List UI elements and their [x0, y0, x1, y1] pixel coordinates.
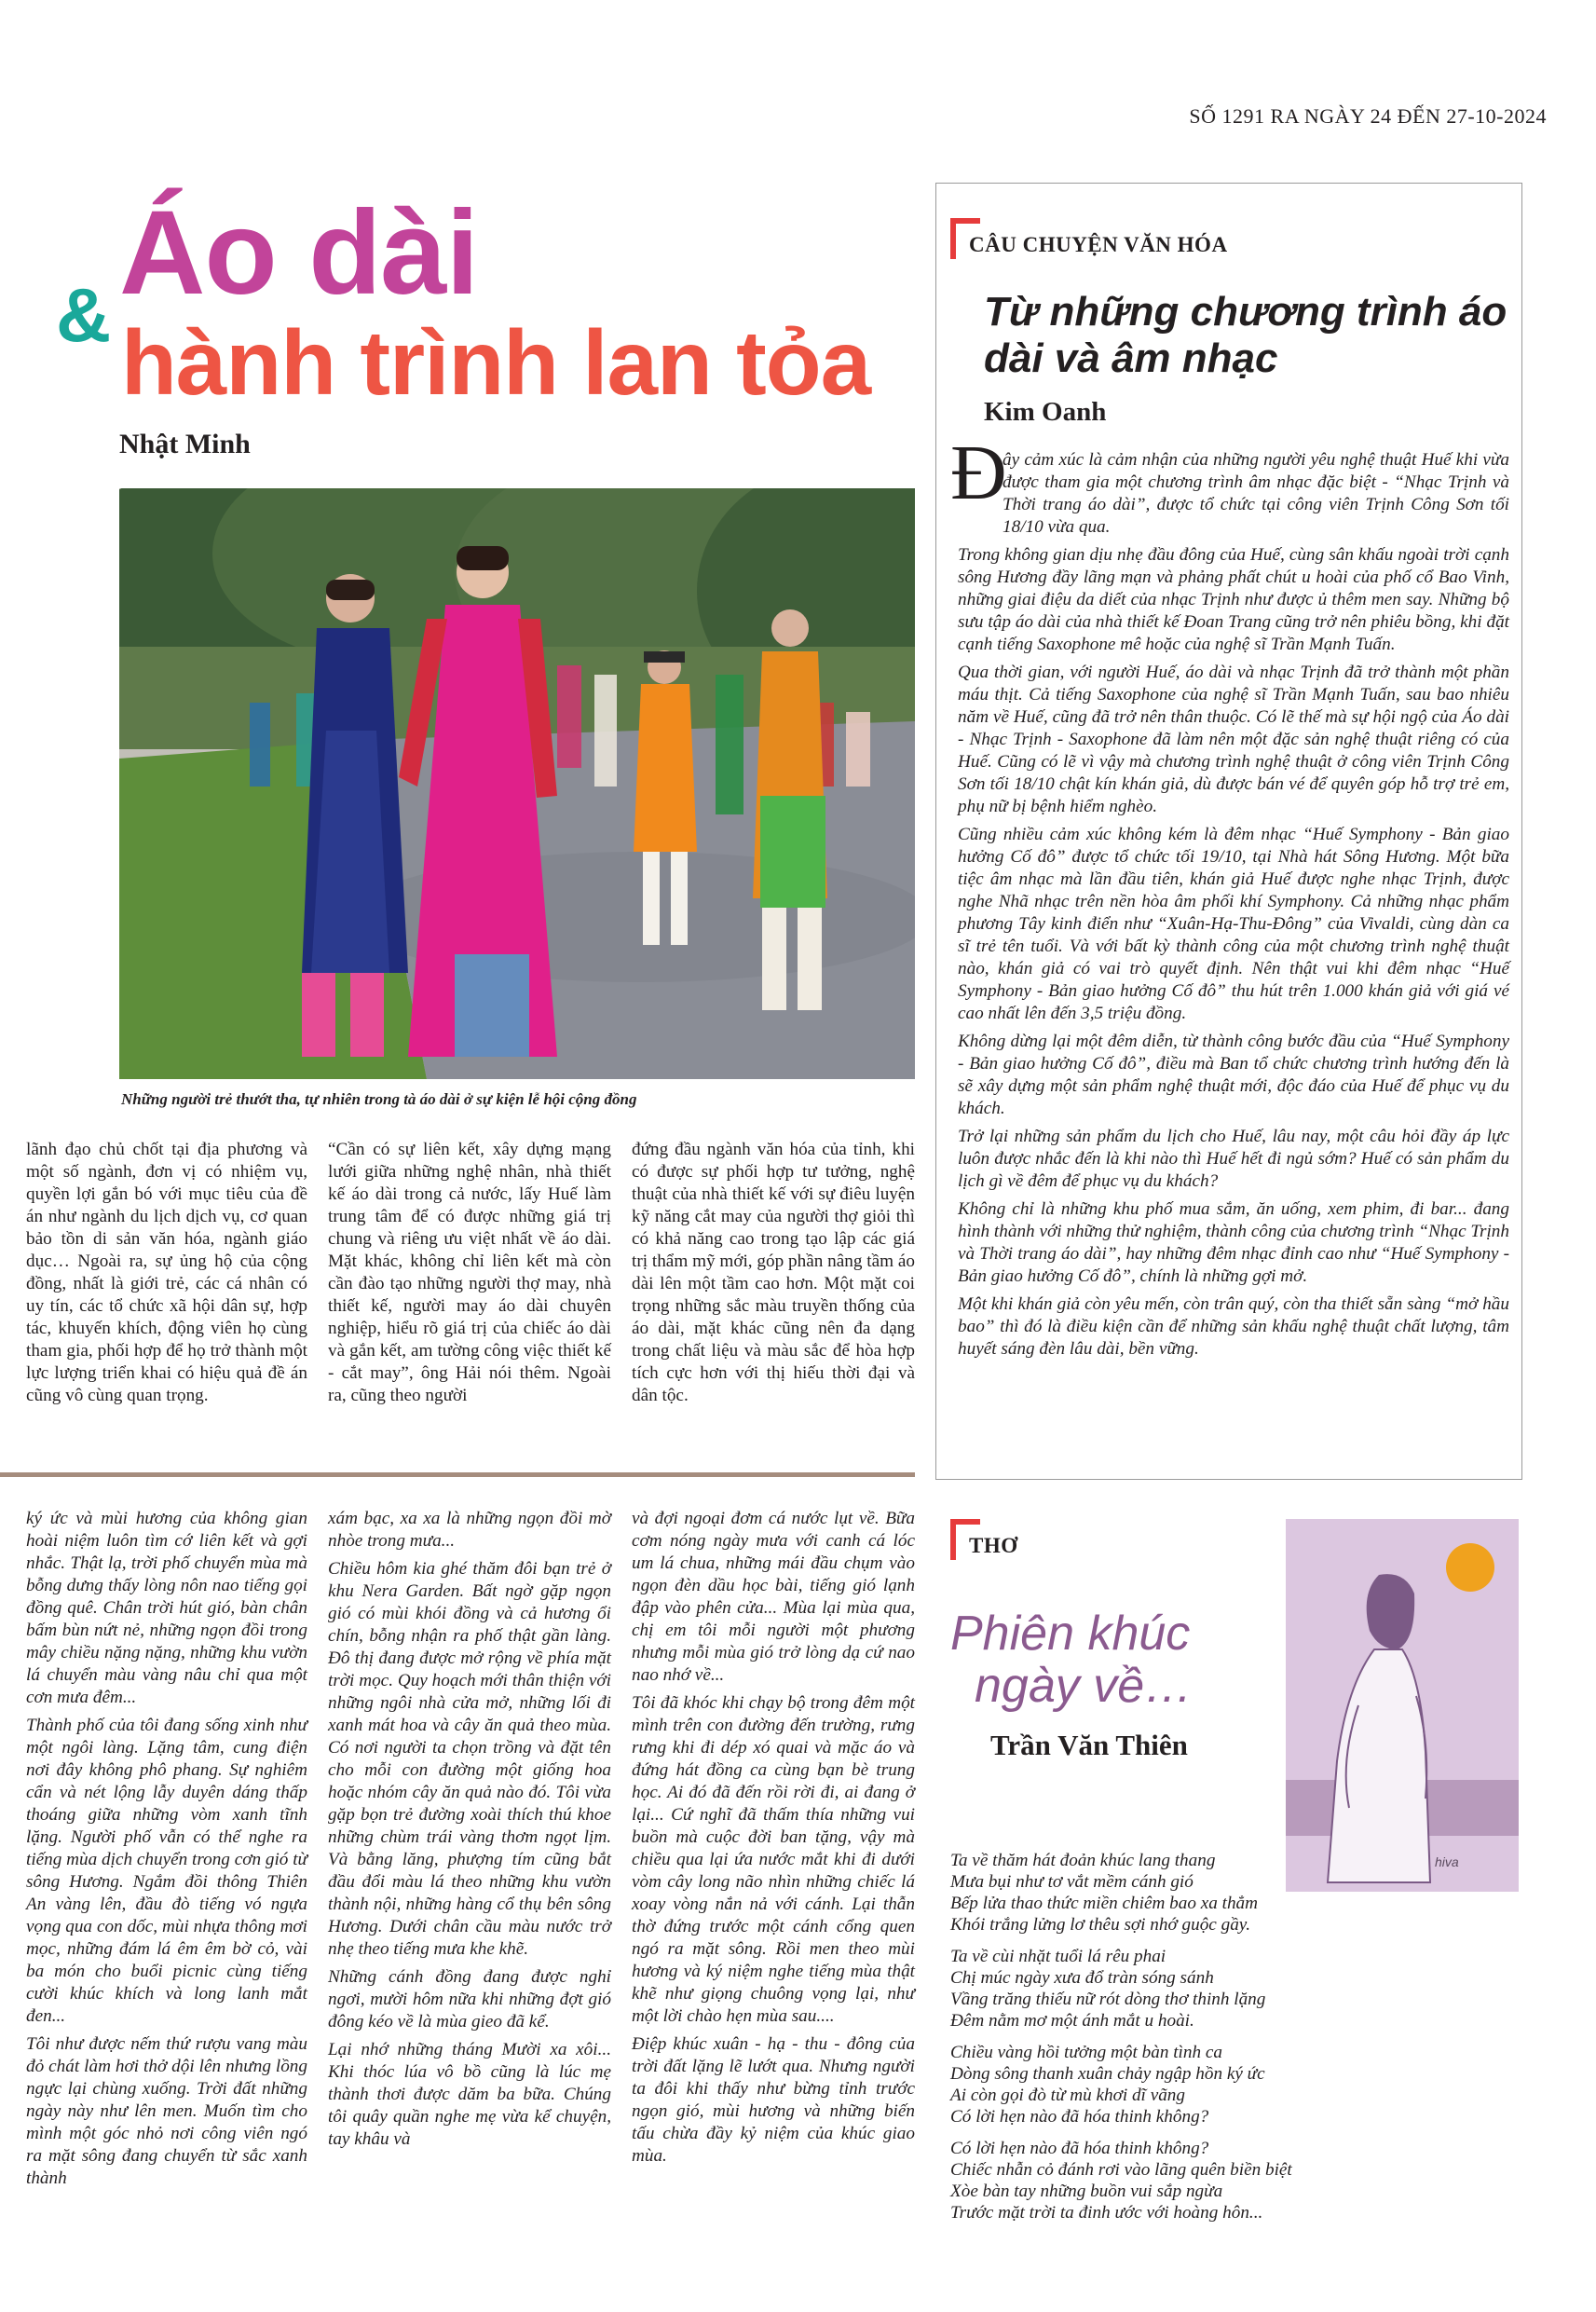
- main-column-2: [328, 1139, 611, 1413]
- section-label-culture: CÂU CHUYỆN VĂN HÓA: [969, 233, 1228, 256]
- poem-author: Trần Văn Thiên: [990, 1729, 1188, 1761]
- essay-paragraph: xám bạc, xa xa là những ngọn đồi mờ nhòe trong mưa...: [328, 1509, 611, 1551]
- essay-paragraph: Tôi đã khóc khi chạy bộ trong đêm một mình trên con đường đến trường, rưng rưng khi đi dép xó quai và mặc áo và đứng hát đồng ca cùng bạn bè trung học. Ai đó đã đến rồi rời đi, ai đang ở lại... Cứ nghĩ đã thấm thía những vui buồn mà cuộc đời ban tặng, vậy mà chiều qua lại ứa nước mắt khi đi dưới vòm cây long não nhìn những chiếc lá xoay vòng nắn nả với cánh. Lại thẫn thờ đứng trước một cánh cổng quen ngó ra mặt sông. Rồi men theo mùi hương và ký niệm nghe tiếng mùa thật khẽ như giọng chuông vọng lại, như một lời chào hẹn mùa sau....: [632, 1693, 915, 2026]
- byline: Nhật Minh: [119, 429, 251, 459]
- section-label-poem: THƠ: [969, 1534, 1018, 1557]
- sidebar-paragraph: Một khi khán giả còn yêu mến, còn trân quý, còn tha thiết sẵn sàng “mở hầu bao” thì đó là điều kiện cần để những sản khấu nghệ thuật chất lượng, tâm huyết sáng đèn lâu dài, bền vững.: [958, 1294, 1509, 1359]
- photo-caption: Những người trẻ thướt tha, tự nhiên trong tà áo dài ở sự kiện lễ hội cộng đồng: [121, 1090, 637, 1108]
- poem-line: Đêm nằm mơ một ánh mắt u hoài.: [950, 2011, 1194, 2031]
- sidebar-title: Từ những chương trình áo dài và âm nhạc: [984, 289, 1507, 381]
- poem-title-line2: ngày về…: [975, 1659, 1194, 1713]
- essay-paragraph: Những cánh đồng đang được nghỉ ngơi, mười hôm nữa khi những đợt gió đông kéo về là mùa gieo đã kể.: [328, 1967, 611, 2032]
- poem-line: Chị múc ngày xưa đổ tràn sóng sánh: [950, 1968, 1214, 1988]
- main-paragraph: “Cần có sự liên kết, xây dựng mạng lưới giữa những nghệ nhân, nhà thiết kế áo dài trong cả nước, lấy Huế làm trung tâm để có được những giá trị chung và riêng ưu việt nhất về áo dài. Mặt khác, không chỉ liên kết mà còn cần đào tạo những người thợ may, nhà thiết kế, người may áo dài chuyên nghiệp, hiểu rõ giá trị của chiếc áo dài và gắn kết, am tường công việc thiết kế - cắt may”, ông Hải nói thêm. Ngoài ra, cũng theo người: [328, 1140, 611, 1405]
- sidebar-lead: [1003, 449, 1509, 544]
- sidebar-paragraph: Trở lại những sản phẩm du lịch cho Huế, lâu nay, một câu hỏi đầy áp lực luôn được nhắc đến là khi nào thì Huế hết đi ngủ sớm? Huế có sản phẩm du lịch gì về đêm để phục vụ du khách?: [958, 1127, 1509, 1191]
- headline-line2: hành trình lan tỏa: [121, 311, 871, 414]
- poem-line: Ta về thăm hát đoản khúc lang thang: [950, 1851, 1216, 1870]
- poem-line: Vầng trăng thiếu nữ rót dòng thơ thinh lặng: [950, 1990, 1266, 2009]
- poem-line: Khói trắng lửng lơ thêu sợi nhớ guộc gầy.: [950, 1915, 1251, 1935]
- lower-column-3: [632, 1508, 915, 2173]
- poem-title-line1: Phiên khúc: [950, 1607, 1191, 1661]
- poem-title: [950, 1607, 1258, 1712]
- poem-illustration: [1286, 1519, 1519, 1892]
- sidebar-paragraph: Trong không gian dịu nhẹ đầu đông của Huế, cùng sân khấu ngoài trời cạnh sông Hương đầy lãng mạn và phảng phất chút u hoài của phố cổ Bao Vinh, những giai điệu da diết của nhạc Trịnh như được ủ thêm men say. Những bộ sưu tập áo dài của nhà thiết kế Đoan Trang cũng trở nên phiêu bồng, khi đặt cạnh tiếng Saxophone mê hoặc của nghệ sĩ Trần Mạnh Tuấn.: [958, 545, 1509, 654]
- poem-stanza: [950, 1850, 1416, 1936]
- essay-paragraph: ký ức và mùi hương của không gian hoài niệm luôn tìm cớ liên kết và gợi nhắc. Thật lạ, trời phố chuyển mùa mà bỗng dưng thấy lòng nôn nao tiếng gọi đồng quê. Chân trời hút gió, bàn chân bấm bùn nứt nẻ, những ngọn đồi trong mây chiều nặng nặng, những khu vườn lá chuyển màu vàng nâu chỉ qua một cơn mưa đêm...: [26, 1509, 307, 1707]
- main-paragraph: lãnh đạo chủ chốt tại địa phương và một số ngành, đơn vị có nhiệm vụ, quyền lợi gắn bó với mục tiêu của đề án như ngành du lịch dịch vụ, cơ quan bảo tồn di sản văn hóa, ngành giáo dục… Ngoài ra, sự ủng hộ của cộng đồng, nhất là giới trẻ, các cá nhân có uy tín, các tổ chức xã hội dân sự, hợp tác, khuyến khích, động viên họ cùng tham gia, phối hợp để họ trở thành một lực lượng triển khai có hiệu quả đề án cũng vô cùng quan trọng.: [26, 1140, 307, 1405]
- headline-ampersand: &: [56, 273, 112, 358]
- essay-paragraph: Thành phố của tôi đang sống xinh như một ngôi làng. Lặng tâm, cung điện nơi đây không phô phang. Sự nghiêm cẩn và nét lộng lẫy duyên dáng thấp thoáng giữa những vòm xanh tĩnh lặng. Người phố vẫn có thể nghe ra tiếng mùa dịch chuyển trong cơn gió từ sông Hương. Ngắm đồi thông Thiên An vàng lên, đầu đò tiếng vó ngựa vọng qua con dốc, mùi nhựa thông mơi mọc, những đám lá êm êm bờ cỏ, vài ba món cho buổi picnic cùng tiếng cười khúc khích và long lanh mắt đen...: [26, 1716, 307, 2026]
- poem-line: Chiều vàng hồi tưởng một bàn tình ca: [950, 2043, 1222, 2062]
- dropcap: Đ: [950, 430, 1007, 516]
- sidebar-paragraph: Qua thời gian, với người Huế, áo dài và nhạc Trịnh đã trở thành một phần máu thịt. Cả tiếng Saxophone của nghệ sĩ Trần Mạnh Tuấn, sau bao nhiêu năm về Huế, cũng đã trở nên thân thuộc. Có lẽ thế mà sự hội ngộ của Áo dài - Nhạc Trịnh - Saxophone đã làm nên một đặc sản nghệ thuật riêng có của Huế. Cũng có lẽ vì vậy mà chương trình nghệ thuật ở công viên Trịnh Công Sơn tối 18/10 chật kín khán giả, dù được bán vé để quyên góp hỗ trợ trẻ em, phụ nữ bị bệnh hiểm nghèo.: [958, 663, 1509, 816]
- poem-line: Trước mặt trời ta đinh ước với hoàng hôn...: [950, 2203, 1263, 2223]
- section-divider: [0, 1472, 915, 1477]
- poem-stanza: [950, 2138, 1416, 2223]
- essay-paragraph: Lại nhớ những tháng Mười xa xôi... Khi thóc lúa vô bồ cũng là lúc mẹ thành thơi được dăm ba bữa. Chúng tôi quây quần nghe mẹ vừa kể chuyện, tay khâu và: [328, 2040, 611, 2149]
- sidebar-author: Kim Oanh: [984, 397, 1107, 427]
- issue-date: SỐ 1291 RA NGÀY 24 ĐẾN 27-10-2024: [1189, 104, 1547, 128]
- poem-stanza: [950, 2042, 1416, 2127]
- poem-line: Mưa bụi như tơ vắt mềm cánh gió: [950, 1872, 1194, 1892]
- sidebar-body: [958, 544, 1509, 1366]
- main-column-3: [632, 1139, 915, 1413]
- poem-line: Có lời hẹn nào đã hóa thinh không?: [950, 2139, 1209, 2158]
- lower-column-1: [26, 1508, 307, 2196]
- sidebar-paragraph: Không chỉ là những khu phố mua sắm, ăn uống, xem phim, đi bar... đang hình thành với những thử nghiệm, thành công của chương trình “Nhạc Trịnh và Thời trang áo dài”, hay những đêm nhạc đỉnh cao như “Huế Symphony - Bản giao hưởng Cố đô”, chính là những gợi mở.: [958, 1199, 1509, 1286]
- main-column-1: [26, 1139, 307, 1413]
- poem-line: Ta về cùi nhặt tuổi lá rêu phai: [950, 1947, 1166, 1966]
- essay-paragraph: Chiều hôm kia ghé thăm đôi bạn trẻ ở khu Nera Garden. Bất ngờ gặp ngọn gió có mùi khói đồng và cả hương ổi chín, bỗng nhận ra phố thật gần làng. Đô thị đang được mở rộng về phía mặt trời mọc. Quy hoạch mới thân thiện với những ngôi nhà cửa mở, những lối đi xanh mát hoa và cây ăn quả theo mùa. Có nơi người ta chọn trồng và đặt tên cho mỗi con đường một giống hoa hoặc nhóm cây ăn quả nào đó. Tôi vừa gặp bọn trẻ đường xoài thích thú khoe những chùm trái vàng thơm ngọt lịm. Và bằng lăng, phượng tím cũng bắt đầu đổi màu lá theo những khu vườn thành nội, những hàng cổ thụ bên sông Hương. Dưới chân cầu màu nước trở nhẹ theo tiếng mưa khe khẽ.: [328, 1559, 611, 1959]
- essay-paragraph: Điệp khúc xuân - hạ - thu - đông của trời đất lặng lẽ lướt qua. Nhưng người ta đôi khi thấy như bừng tỉnh trước ngọn gió, mùi hương và những biến tấu chừa đầy kỷ niệm của khúc giao mùa.: [632, 2034, 915, 2166]
- essay-paragraph: và đợi ngoại đơm cá nước lụt về. Bữa cơm nóng ngày mưa với canh cá lóc um lá chua, những mái đầu chụm vào ngọn đèn dầu học bài, tiếng gió lạnh đập vào phên cửa... Mùa lại mùa qua, chị em tôi mỗi người một phương nhưng mỗi mùa gió trở lòng dạ cứ nao nao nhớ về...: [632, 1509, 915, 1685]
- poem-line: Dòng sông thanh xuân chảy ngập hồn ký ức: [950, 2064, 1265, 2084]
- poem-line: Chiếc nhẫn cỏ đánh rơi vào lãng quên biền biệt: [950, 2160, 1292, 2180]
- poem-body: [950, 1850, 1416, 2234]
- sidebar-paragraph: Không dừng lại một đêm diễn, từ thành công bước đầu của “Huế Symphony - Bản giao hưởng Cố đô”, điều mà Ban tổ chức chương trình hướng đến là sẽ xây dựng một sản phẩm nghệ thuật mới, độc đáo của Huế để phục vụ du khách.: [958, 1032, 1509, 1118]
- essay-paragraph: Tôi như được nếm thứ rượu vang màu đỏ chát làm hơi thở dội lên nhưng lồng ngực lại chùng xuống. Trời đất những ngày này như lên men. Muốn tìm cho mình một góc nhỏ nơi công viên ngó ra mặt sông đang chuyển từ sắc xanh thành: [26, 2034, 307, 2188]
- lower-column-2: [328, 1508, 611, 2156]
- main-paragraph: đứng đầu ngành văn hóa của tỉnh, khi có được sự phối hợp tư tưởng, nghệ thuật của nhà thiết kế với sự điêu luyện kỹ năng cắt may của người thợ giỏi thì có khả năng cao trong tạo lập các giá trị thẩm mỹ mới, góp phần nâng tầm áo dài lên một tầm cao hơn. Một mặt coi trọng những sắc màu truyền thống của áo dài, mặt khác cũng nên đa dạng trong chất liệu và màu sắc để hòa hợp tích cực hơn với thị hiếu thời đại và dân tộc.: [632, 1140, 915, 1405]
- poem-line: Bếp lửa thao thức miền chiêm bao xa thẳm: [950, 1894, 1258, 1913]
- headline-line1: Áo dài: [119, 186, 479, 320]
- ao-dai-festival-photo: [119, 488, 915, 1079]
- poem-line: Xòe bàn tay những buồn vui sắp ngừa: [950, 2182, 1223, 2201]
- sidebar-paragraph: Cũng nhiều cảm xúc không kém là đêm nhạc “Huế Symphony - Bản giao hưởng Cố đô” được tổ chức tối 19/10, tại Nhà hát Sông Hương. Một bữa tiệc âm nhạc mà lần đầu tiên, khán giả Huế được nghe nhạc Trịnh, được nghe Nhã nhạc trên nền hòa âm phối khí Symphony. Cả những nhạc phẩm phương Tây kinh điển như “Xuân-Hạ-Thu-Đông” của Vivaldi, cùng dàn ca sĩ trẻ tên tuổi. Và với bất kỳ thành công của một chương trình nghệ thuật nào, khán giả có vai trò quyết định. Nên thật vui khi đêm nhạc “Huế Symphony - Bản giao hưởng Cố đô” thu hút trên 1.000 khán giả với giá vé cao nhất lên đến 3,5 triệu đồng.: [958, 825, 1509, 1023]
- poem-line: Có lời hẹn nào đã hóa thinh không?: [950, 2107, 1209, 2127]
- artist-signature: hiva: [1435, 1854, 1459, 1869]
- sidebar-lead-text: ây cảm xúc là cảm nhận của những người yêu nghệ thuật Huế khi vừa được tham gia một chương trình âm nhạc đặc biệt - “Nhạc Trịnh và Thời trang áo dài”, được tổ chức tại công viên Trịnh Công Sơn tối 18/10 vừa qua.: [1003, 450, 1509, 537]
- poem-line: Ai còn gọi đò từ mù khơi dĩ vãng: [950, 2086, 1185, 2105]
- poem-stanza: [950, 1946, 1416, 2032]
